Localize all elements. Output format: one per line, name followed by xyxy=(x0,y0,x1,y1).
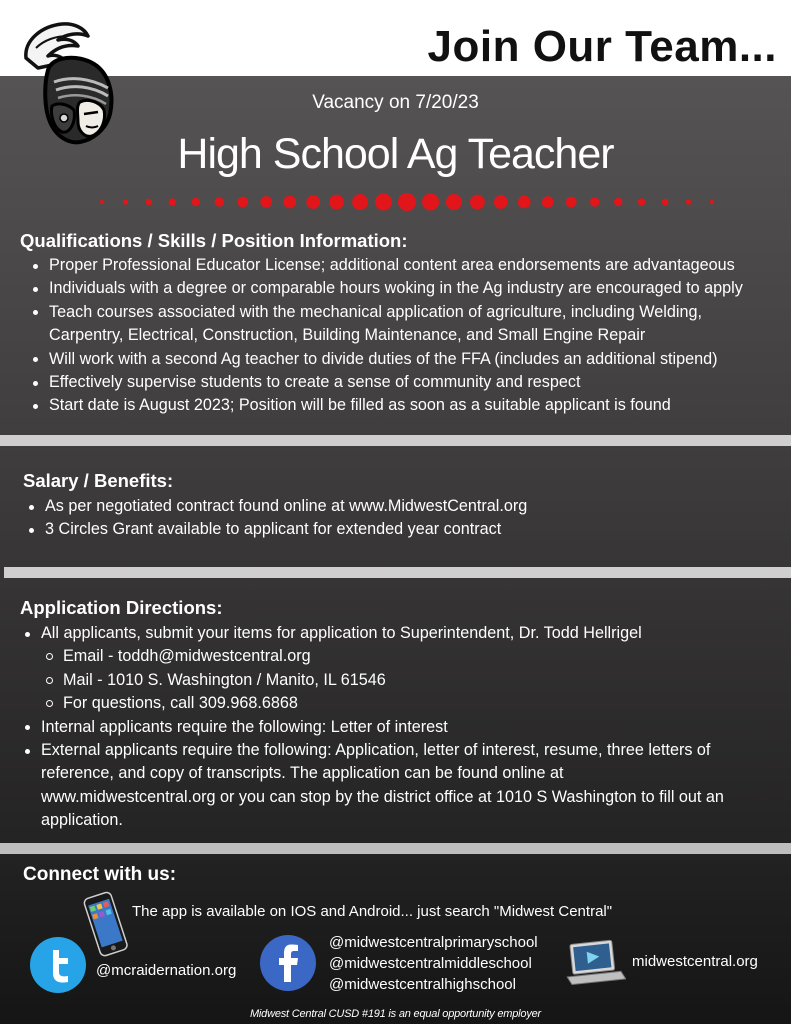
divider-dot xyxy=(169,198,177,206)
list-item: Will work with a second Ag teacher to divide duties of the FFA (includes an additional stipend) xyxy=(30,348,785,371)
divider-dot xyxy=(237,197,248,208)
contact-phone: For questions, call 309.968.6868 xyxy=(44,692,727,715)
divider-dot xyxy=(686,199,691,204)
divider-dot xyxy=(662,199,669,206)
divider-dot xyxy=(518,196,531,209)
twitter-handle[interactable]: @mcraidernation.org xyxy=(96,962,237,979)
headline: Join Our Team... xyxy=(427,22,777,71)
list-item: Effectively supervise students to create a sense of community and respect xyxy=(30,371,785,394)
divider-dot xyxy=(398,193,416,211)
contact-mail: Mail - 1010 S. Washington / Manito, IL 61546 xyxy=(44,669,727,692)
divider-dot xyxy=(283,196,296,209)
knight-mascot-icon xyxy=(18,18,118,146)
divider-dot xyxy=(590,197,600,207)
divider-dot xyxy=(494,195,508,209)
divider-dot xyxy=(566,197,577,208)
decorative-dot-divider xyxy=(92,190,722,214)
contact-email: Email - toddh@midwestcentral.org xyxy=(44,645,727,668)
facebook-icon[interactable] xyxy=(259,934,317,992)
divider-dot xyxy=(710,200,714,204)
divider-dot xyxy=(352,194,368,210)
list-item: Teach courses associated with the mechanical application of agriculture, including Welding, Carpentry, Electrical, Construction, Building Maintenance, and Small Engine Repair xyxy=(30,301,785,348)
divider-dot xyxy=(215,197,225,207)
connect-heading: Connect with us: xyxy=(23,864,177,885)
vacancy-date: Vacancy on 7/20/23 xyxy=(312,92,479,113)
list-item: As per negotiated contract found online at www.MidwestCentral.org xyxy=(26,495,766,518)
website-link[interactable]: midwestcentral.org xyxy=(632,953,758,970)
list-item: 3 Circles Grant available to applicant for extended year contract xyxy=(26,518,766,541)
divider-dot xyxy=(446,194,462,210)
divider-dot xyxy=(192,198,201,207)
salary-heading: Salary / Benefits: xyxy=(23,470,174,491)
section-divider xyxy=(0,843,791,854)
divider-dot xyxy=(146,199,153,206)
divider-dot xyxy=(614,198,623,207)
application-heading: Application Directions: xyxy=(20,597,223,618)
job-title: High School Ag Teacher xyxy=(177,130,614,178)
application-instruction: All applicants, submit your items for application to Superintendent, Dr. Todd Hellrigel xyxy=(41,624,642,642)
facebook-page-link[interactable]: @midwestcentralprimaryschool xyxy=(329,934,538,951)
salary-list xyxy=(26,495,766,542)
section-divider xyxy=(0,435,791,446)
divider-dot xyxy=(123,199,128,204)
application-list xyxy=(22,622,727,833)
laptop-icon xyxy=(564,938,626,990)
list-item: Start date is August 2023; Position will be filled as soon as a suitable applicant is found xyxy=(30,394,785,417)
divider-dot xyxy=(375,194,392,211)
section-divider xyxy=(4,567,791,578)
list-item: Internal applicants require the following: Letter of interest xyxy=(22,716,727,739)
divider-dot xyxy=(638,198,646,206)
divider-dot xyxy=(422,194,439,211)
divider-dot xyxy=(260,196,272,208)
list-item: External applicants require the following: Application, letter of interest, resume, three letters of reference, and copy of transcripts. The application can be found online at www.midwestcentral.org or you can stop by the district office at 1010 S Washington to fill out an application. xyxy=(22,739,727,833)
list-item xyxy=(22,622,727,716)
twitter-icon[interactable] xyxy=(29,936,87,994)
facebook-pages xyxy=(329,932,538,995)
divider-dot xyxy=(542,196,554,208)
facebook-page-link[interactable]: @midwestcentralhighschool xyxy=(329,976,516,993)
equal-opportunity-footer: Midwest Central CUSD #191 is an equal opportunity employer xyxy=(249,1008,542,1020)
contact-sublist xyxy=(44,645,727,715)
divider-dot xyxy=(306,195,320,209)
qualifications-heading: Qualifications / Skills / Position Information: xyxy=(20,230,408,251)
app-availability-text: The app is available on IOS and Android... just search "Midwest Central" xyxy=(132,903,613,920)
list-item: Individuals with a degree or comparable hours woking in the Ag industry are encouraged to apply xyxy=(30,277,785,300)
facebook-page-link[interactable]: @midwestcentralmiddleschool xyxy=(329,955,532,972)
list-item: Proper Professional Educator License; additional content area endorsements are advantageous xyxy=(30,254,785,277)
divider-dot xyxy=(329,195,344,210)
divider-dot xyxy=(100,200,104,204)
divider-dot xyxy=(470,195,485,210)
qualifications-list xyxy=(30,254,785,418)
